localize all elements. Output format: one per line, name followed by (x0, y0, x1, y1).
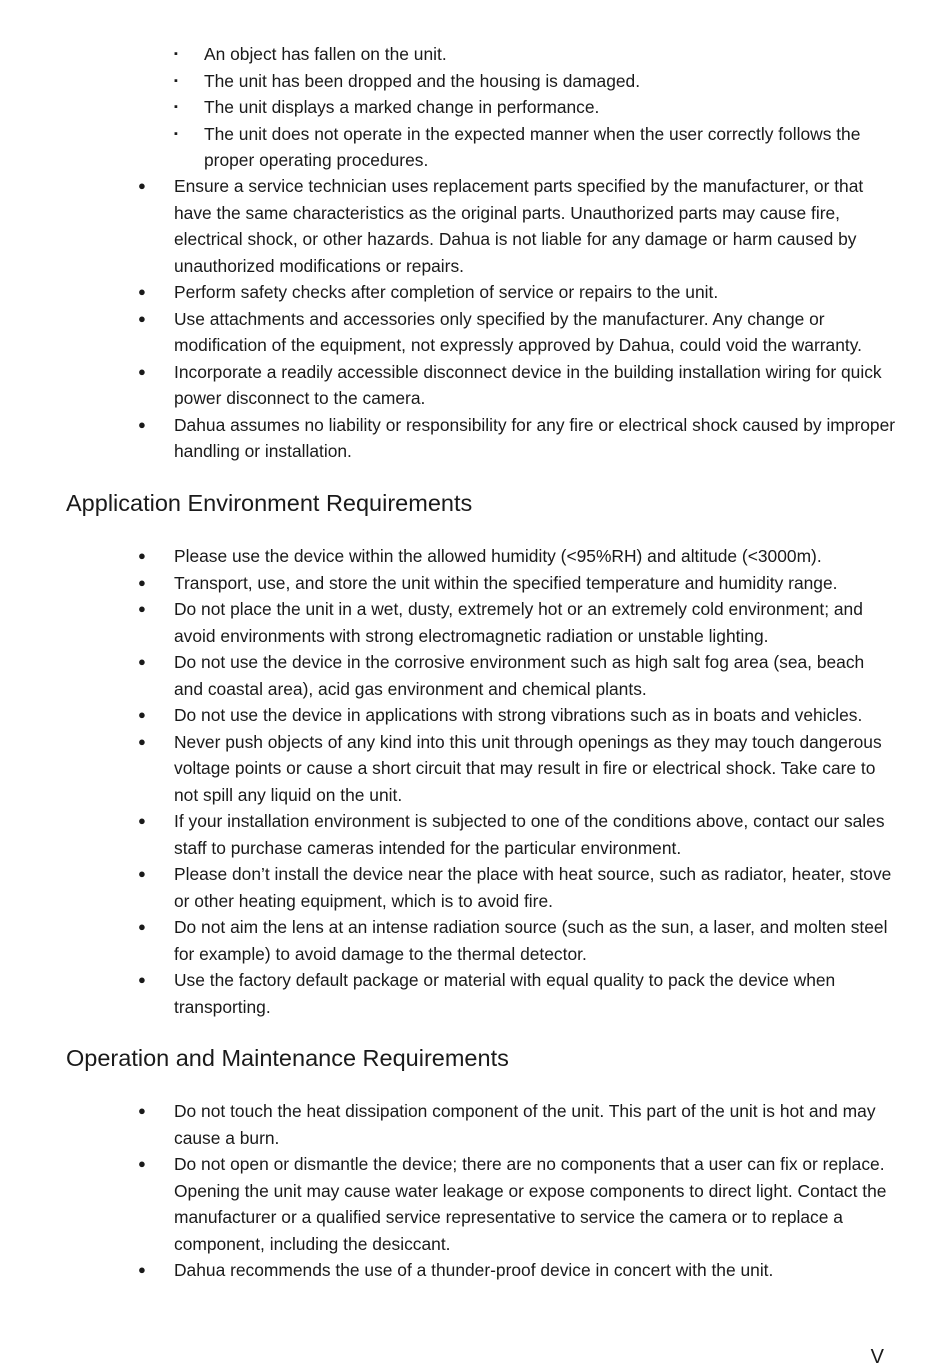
square-bullet-icon: ▪ (174, 127, 178, 140)
list-item-text: Transport, use, and store the unit within the specified temperature and humidity range. (174, 572, 838, 593)
list-item-text: Use the factory default package or material with equal quality to pack the device when transporting. (174, 970, 836, 1017)
round-bullet-icon: ● (138, 1103, 146, 1118)
square-bullet-icon: ▪ (174, 101, 178, 113)
list-item (138, 306, 898, 359)
list-item (138, 729, 898, 809)
list-item (138, 543, 898, 570)
round-bullet-icon: ● (138, 601, 146, 616)
list-item-text: Do not open or dismantle the device; there are no components that a user can fix or replace. Opening the unit may cause water leakage or expose components to direct light. Contact the manufacturer or a qualified service representative to service the camera or to replace a component, including the desiccant. (174, 1154, 887, 1254)
list-item-text: Ensure a service technician uses replacement parts specified by the manufacturer, or that have the same characteristics as the original parts. Unauthorized parts may cause fire, electrical shock, or other hazards. Dahua is not liable for any damage or harm caused by unauthorized modifications or repairs. (174, 176, 864, 276)
round-bullet-icon: ● (138, 548, 146, 563)
list-item (138, 359, 898, 412)
square-bullet-icon: ▪ (174, 74, 178, 87)
round-bullet-icon: ● (138, 707, 146, 722)
list-item (138, 279, 898, 306)
list-item (174, 121, 894, 174)
round-bullet-icon: ● (138, 919, 146, 934)
list-item (174, 94, 894, 121)
operation-requirements-list (138, 1098, 898, 1284)
list-item-text: Perform safety checks after completion of service or repairs to the unit. (174, 282, 719, 302)
round-bullet-icon: ● (138, 813, 146, 828)
list-item-text: Do not touch the heat dissipation component of the unit. This part of the unit is hot and may cause a burn. (174, 1101, 876, 1148)
round-bullet-icon: ● (138, 363, 146, 379)
round-bullet-icon: ● (138, 416, 146, 432)
list-item-text: Dahua assumes no liability or responsibility for any fire or electrical shock caused by improper handling or installation. (174, 414, 896, 461)
list-item (138, 914, 898, 967)
list-item (138, 702, 898, 729)
list-item (138, 596, 898, 649)
list-item-text: Use attachments and accessories only specified by the manufacturer. Any change or modification of the equipment, not expressly approved by Dahua, could void the warranty. (174, 308, 862, 355)
section-heading-application-environment: Application Environment Requirements (66, 490, 473, 516)
list-item (138, 967, 898, 1020)
list-item-text: Do not use the device in applications with strong vibrations such as in boats and vehicles. (174, 705, 863, 725)
list-item (138, 173, 898, 279)
round-bullet-icon: ● (138, 733, 146, 749)
list-item (138, 412, 898, 465)
list-item-text: Please don’t install the device near the place with heat source, such as radiator, heater, stove or other heating equipment, which is to avoid fire. (174, 864, 892, 911)
list-item (138, 1151, 898, 1257)
list-item (138, 1098, 898, 1151)
round-bullet-icon: ● (138, 1262, 146, 1277)
page-number: V (870, 1346, 884, 1368)
round-bullet-icon: ● (138, 654, 146, 669)
list-item-text: The unit displays a marked change in performance. (204, 97, 600, 117)
list-item-text: If your installation environment is subjected to one of the conditions above, contact our sales staff to purchase cameras intended for the particular environment. (174, 811, 885, 858)
section-heading-operation-maintenance: Operation and Maintenance Requirements (66, 1045, 509, 1071)
list-item-text: An object has fallen on the unit. (204, 44, 447, 64)
list-item-text: Incorporate a readily accessible disconnect device in the building installation wiring for quick power disconnect to the camera. (174, 361, 882, 408)
list-item (138, 649, 898, 702)
round-bullet-icon: ● (138, 1156, 146, 1171)
list-item-text: The unit does not operate in the expected manner when the user correctly follows the proper operating procedures. (204, 123, 861, 170)
list-item (174, 41, 894, 68)
round-bullet-icon: ● (138, 972, 146, 987)
service-requirements-list (138, 173, 898, 465)
application-requirements-list (138, 543, 898, 1020)
list-item-text: Please use the device within the allowed humidity (<95%RH) and altitude (<3000m). (174, 546, 822, 566)
list-item-text: Dahua recommends the use of a thunder-proof device in concert with the unit. (174, 1260, 774, 1280)
list-item-text: Do not aim the lens at an intense radiation source (such as the sun, a laser, and molten steel for example) to avoid damage to the thermal detector. (174, 917, 888, 964)
list-item (138, 570, 898, 597)
round-bullet-icon: ● (138, 574, 146, 590)
round-bullet-icon: ● (138, 284, 146, 299)
list-item (138, 808, 898, 861)
list-item (174, 68, 894, 95)
round-bullet-icon: ● (138, 178, 146, 193)
list-item-text: Never push objects of any kind into this unit through openings as they may touch dangerous voltage points or cause a short circuit that may result in fire or electrical shock. Take care to not spill any liquid on the unit. (174, 731, 882, 805)
list-item (138, 861, 898, 914)
list-item-text: Do not use the device in the corrosive environment such as high salt fog area (sea, beach and coastal area), acid gas environment and chemical plants. (174, 652, 865, 699)
round-bullet-icon: ● (138, 866, 146, 881)
list-item-text: The unit has been dropped and the housing is damaged. (204, 70, 641, 91)
list-item-text: Do not place the unit in a wet, dusty, extremely hot or an extremely cold environment; and avoid environments with strong electromagnetic radiation or unstable lighting. (174, 599, 863, 646)
list-item (138, 1257, 898, 1284)
round-bullet-icon: ● (138, 310, 146, 326)
service-conditions-sublist (174, 41, 894, 174)
square-bullet-icon: ▪ (174, 48, 178, 60)
